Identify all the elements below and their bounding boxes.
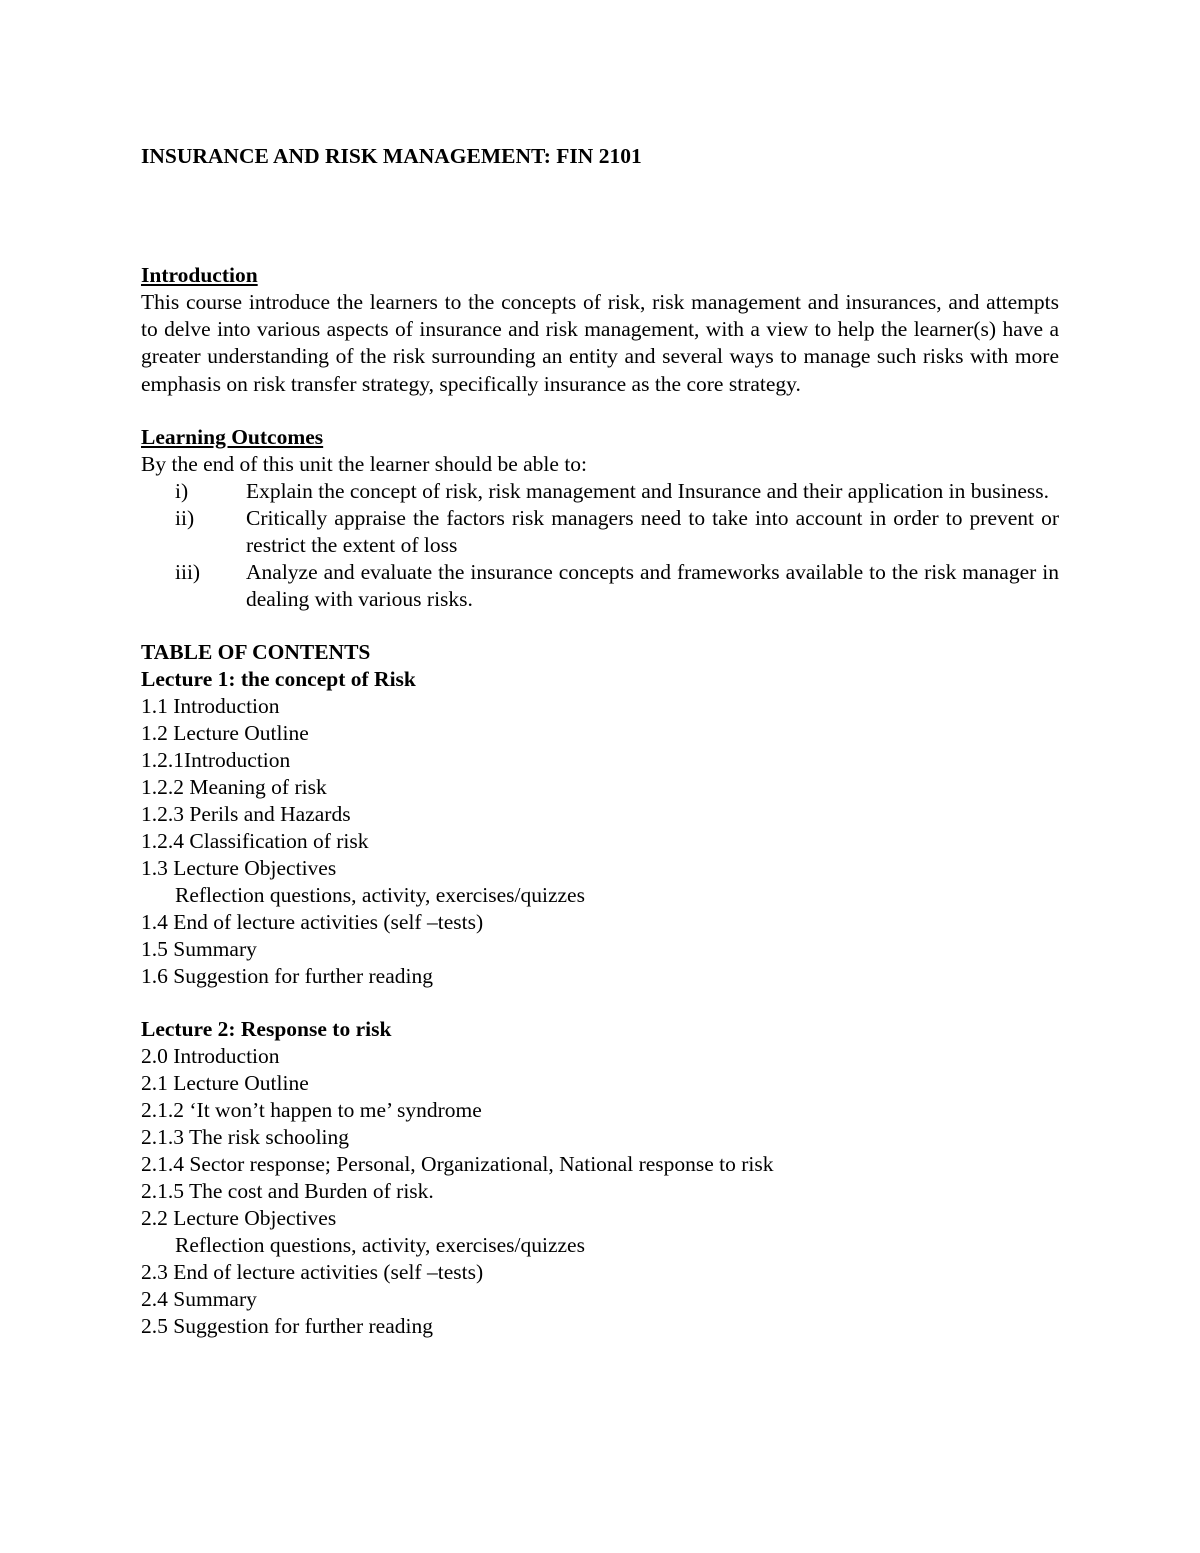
toc-entry: 2.4 Summary	[141, 1286, 257, 1311]
outcome-text: Analyze and evaluate the insurance concepts and frameworks available to the risk manager in dealing with various risks.	[246, 559, 1059, 611]
outcome-text: Explain the concept of risk, risk management and Insurance and their application in business.	[246, 478, 1050, 503]
toc-entry: 1.4 End of lecture activities (self –tests)	[141, 909, 484, 934]
spacer	[141, 990, 1059, 1016]
toc-entry: 2.3 End of lecture activities (self –tests)	[141, 1259, 484, 1284]
outcome-number: iii)	[175, 559, 201, 584]
toc-subentry: Reflection questions, activity, exercises/quizzes	[175, 1232, 585, 1257]
toc-entry: 1.2.4 Classification of risk	[141, 828, 369, 853]
toc-entry: 1.2 Lecture Outline	[141, 720, 309, 745]
toc-heading: TABLE OF CONTENTS	[141, 639, 371, 664]
document-title: INSURANCE AND RISK MANAGEMENT: FIN 2101	[141, 144, 642, 168]
outcome-text: Critically appraise the factors risk managers need to take into account in order to prevent or restrict the extent of loss	[246, 505, 1059, 557]
lecture2-title: Lecture 2: Response to risk	[141, 1016, 392, 1041]
document-page	[141, 142, 1059, 1340]
toc-entry: 2.2 Lecture Objectives	[141, 1205, 337, 1230]
toc-subentry: Reflection questions, activity, exercises/quizzes	[175, 882, 585, 907]
toc-entry: 2.5 Suggestion for further reading	[141, 1313, 433, 1338]
introduction-heading: Introduction	[141, 263, 258, 287]
learning-outcomes-heading: Learning Outcomes	[141, 424, 324, 449]
toc-entry: 2.1.4 Sector response; Personal, Organizational, National response to risk	[141, 1151, 774, 1176]
toc-entry: 2.1 Lecture Outline	[141, 1070, 309, 1095]
toc-entry: 2.1.2 ‘It won’t happen to me’ syndrome	[141, 1097, 482, 1122]
introduction-paragraph: This course introduce the learners to the concepts of risk, risk management and insurances, and attempts to delve into various aspects of insurance and risk management, with a view to help the learner(s) have a greater understanding of the risk surrounding an entity and several ways to manage such risks with more emphasis on risk transfer strategy, specifically insurance as the core strategy.	[141, 290, 1059, 396]
learning-outcomes-lead: By the end of this unit the learner should be able to:	[141, 451, 588, 476]
toc-entry: 2.1.5 The cost and Burden of risk.	[141, 1178, 434, 1203]
outcome-number: ii)	[175, 505, 195, 530]
outcome-item	[141, 559, 1059, 613]
spacer	[141, 398, 1059, 424]
lecture1-title: Lecture 1: the concept of Risk	[141, 666, 416, 691]
toc-entry: 1.3 Lecture Objectives	[141, 855, 337, 880]
toc-entry: 2.1.3 The risk schooling	[141, 1124, 350, 1149]
spacer	[141, 170, 1059, 262]
toc-entry: 1.2.1Introduction	[141, 747, 291, 772]
spacer	[141, 613, 1059, 639]
toc-entry: 2.0 Introduction	[141, 1043, 280, 1068]
toc-entry: 1.2.2 Meaning of risk	[141, 774, 327, 799]
toc-entry: 1.2.3 Perils and Hazards	[141, 801, 351, 826]
toc-entry: 1.5 Summary	[141, 936, 257, 961]
toc-entry: 1.1 Introduction	[141, 693, 280, 718]
outcome-item	[141, 505, 1059, 559]
outcome-item	[141, 478, 1059, 505]
outcome-number: i)	[175, 478, 189, 503]
toc-entry: 1.6 Suggestion for further reading	[141, 963, 433, 988]
